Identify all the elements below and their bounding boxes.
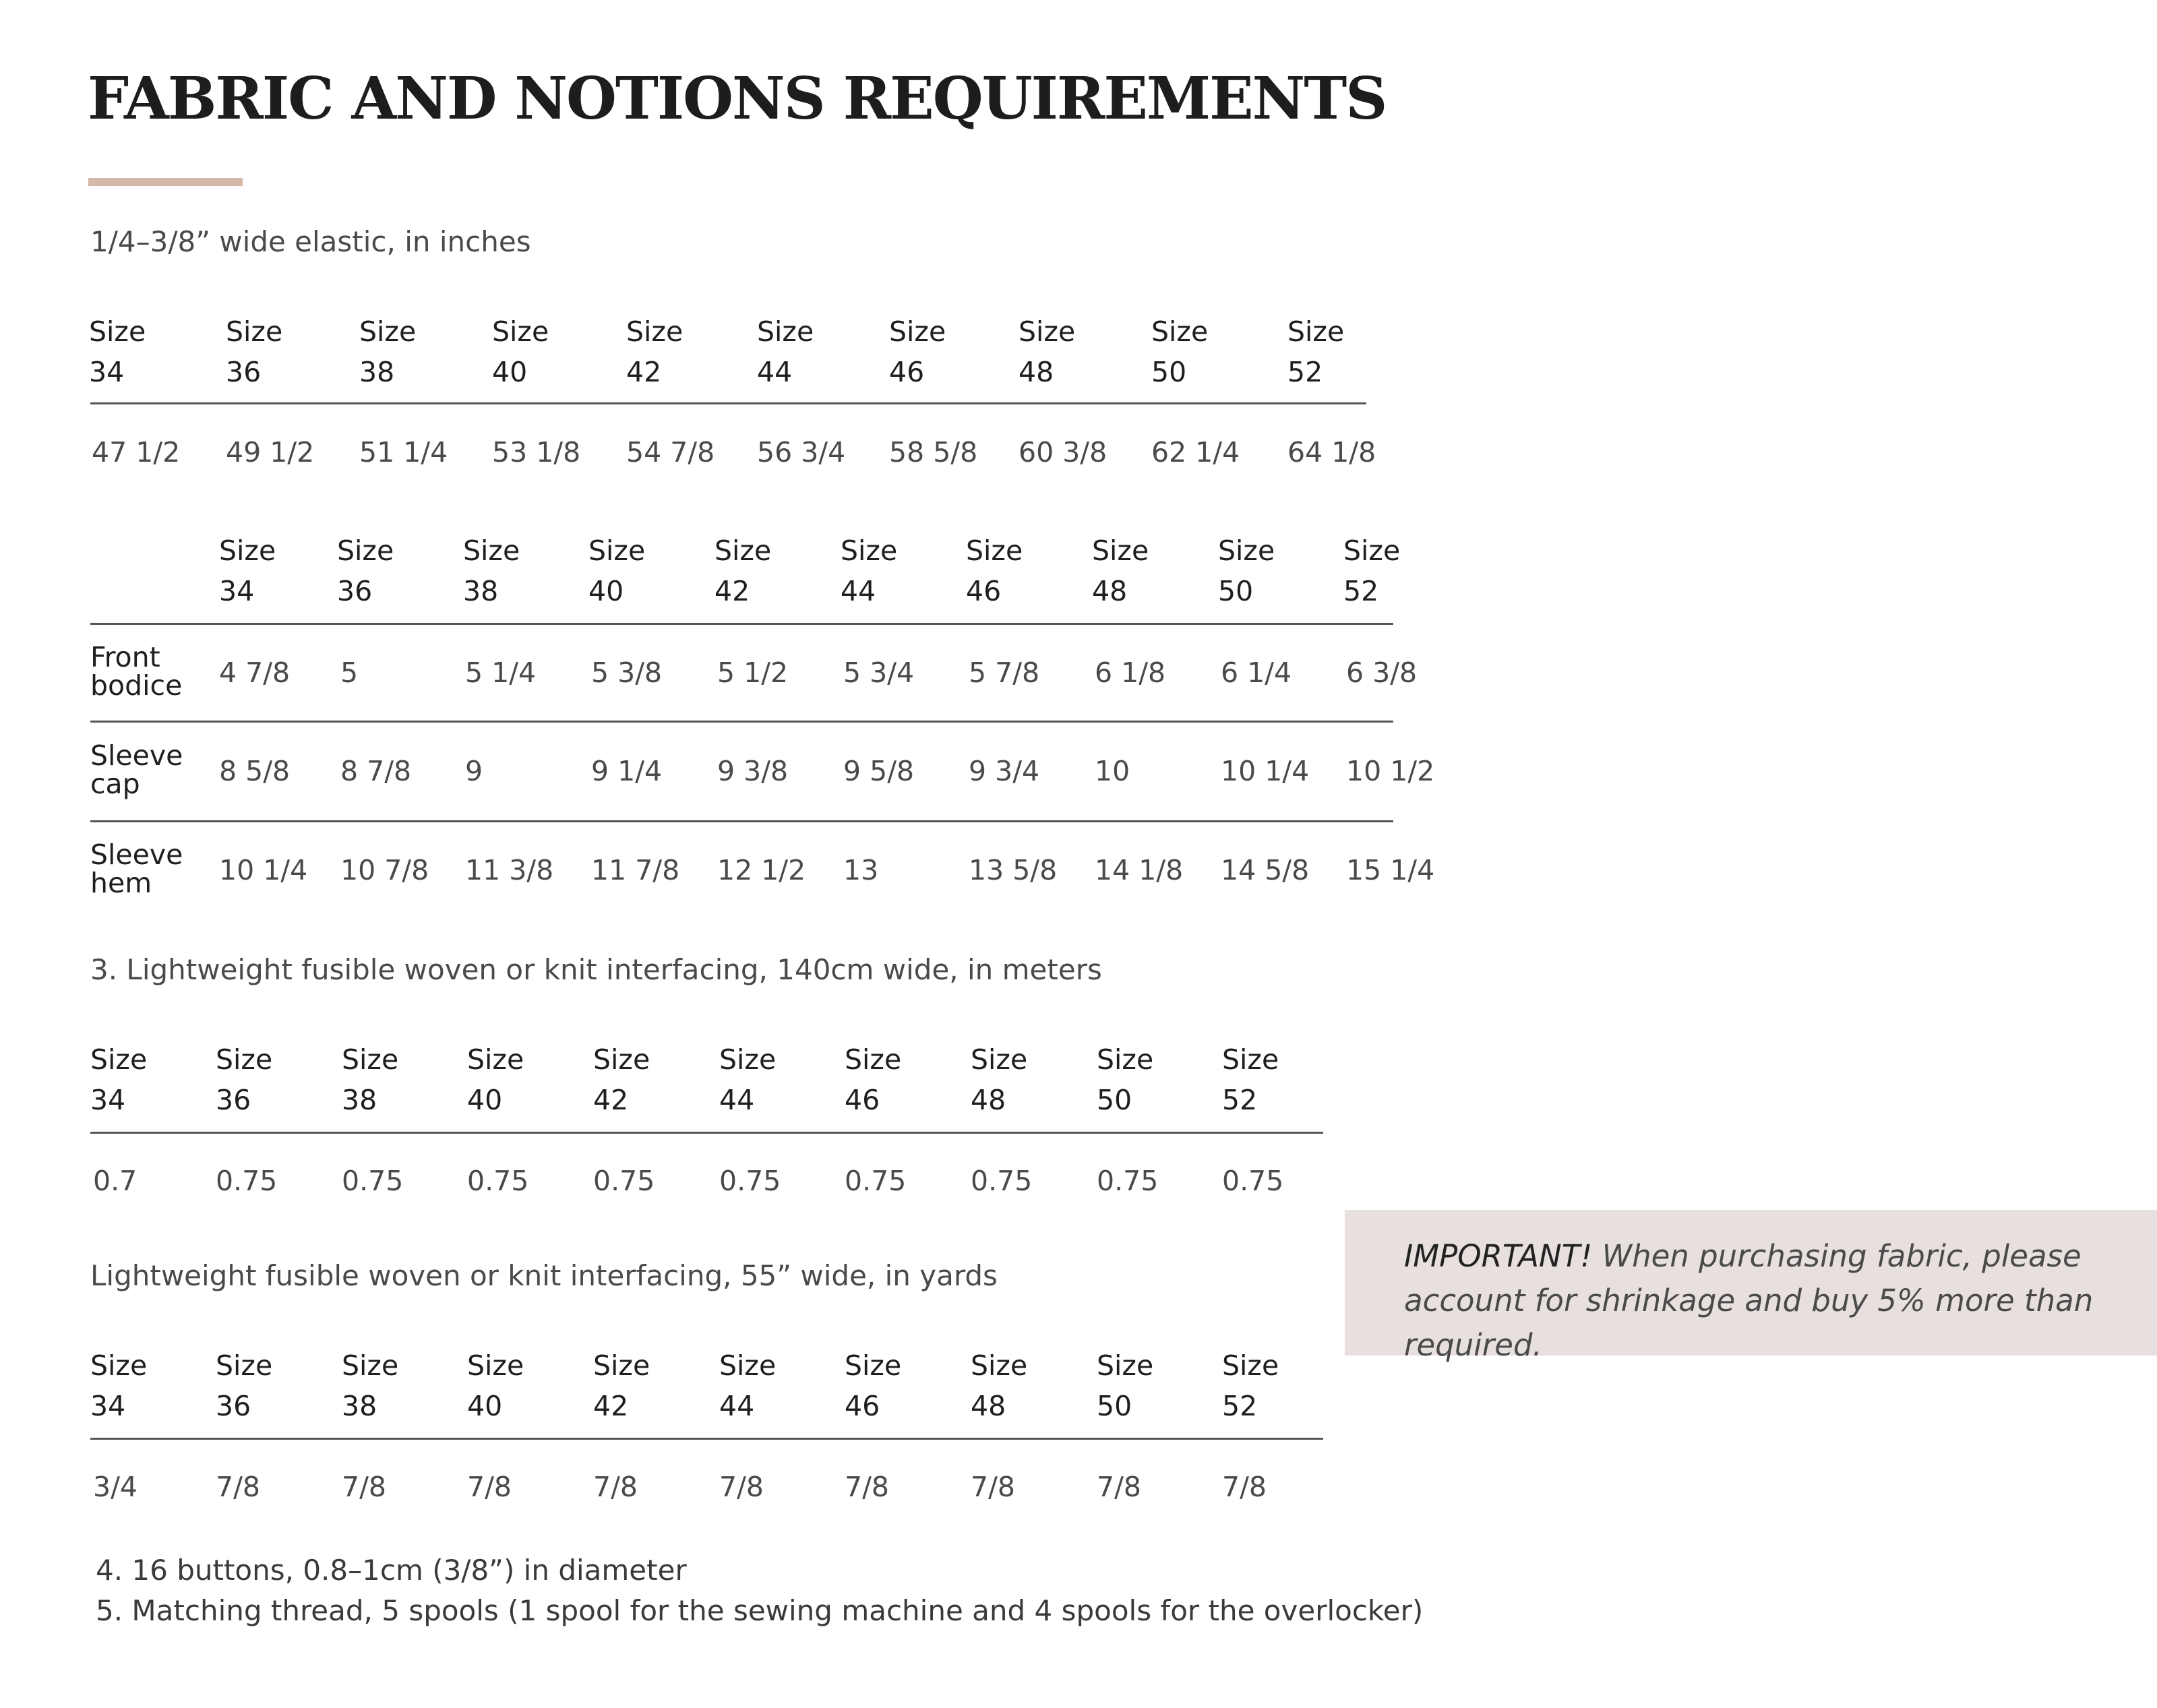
table-cell: 8 5/8 [219, 755, 291, 787]
size-header-number: 36 [337, 575, 373, 607]
size-header-label: Size [90, 1349, 148, 1382]
size-header-label: Size [1218, 535, 1275, 567]
size-header-number: 42 [593, 1084, 629, 1116]
table-cell: 9 3/4 [969, 755, 1040, 787]
size-header-label: Size [845, 1349, 902, 1382]
size-header-number: 46 [966, 575, 1002, 607]
size-header-label: Size [593, 1349, 650, 1382]
size-header-number: 40 [588, 575, 624, 607]
table-cell: 53 1/8 [492, 436, 581, 468]
size-header-label: Size [1097, 1349, 1154, 1382]
table-cell: 51 1/4 [359, 436, 448, 468]
header-divider [90, 623, 1393, 625]
table-cell: 56 3/4 [757, 436, 846, 468]
table-cell: 7/8 [1097, 1471, 1141, 1503]
size-header-number: 36 [226, 356, 262, 388]
table-cell: 7/8 [845, 1471, 889, 1503]
table-cell: 0.75 [1222, 1165, 1284, 1197]
page-title: FABRIC AND NOTIONS REQUIREMENTS [88, 65, 1387, 133]
table-cell: 13 [843, 854, 879, 886]
row-label-line: bodice [90, 669, 183, 702]
size-header-number: 50 [1097, 1084, 1132, 1116]
table-cell: 9 3/8 [717, 755, 789, 787]
size-header-number: 44 [841, 575, 876, 607]
table-cell: 6 1/8 [1095, 657, 1166, 689]
elastic-caption: 1/4–3/8” wide elastic, in inches [90, 225, 531, 258]
table-cell: 9 1/4 [591, 755, 663, 787]
size-header-label: Size [966, 535, 1023, 567]
size-header-label: Size [1097, 1043, 1154, 1076]
table-cell: 12 1/2 [717, 854, 806, 886]
table-cell: 10 [1095, 755, 1130, 787]
important-text: When purchasing fabric, please account for shrinkage and buy 5% more than required. [1404, 1238, 2094, 1363]
size-header-label: Size [359, 315, 417, 348]
size-header-number: 46 [845, 1390, 880, 1422]
size-header-number: 34 [90, 1084, 126, 1116]
header-divider [90, 1438, 1323, 1440]
table-cell: 15 1/4 [1346, 854, 1435, 886]
table-cell: 64 1/8 [1287, 436, 1376, 468]
table-cell: 10 1/2 [1346, 755, 1435, 787]
size-header-label: Size [1343, 535, 1401, 567]
table-cell: 7/8 [216, 1471, 260, 1503]
size-header-label: Size [841, 535, 898, 567]
table-cell: 11 7/8 [591, 854, 680, 886]
size-header-label: Size [342, 1349, 399, 1382]
table-cell: 7/8 [1222, 1471, 1267, 1503]
table-cell: 10 1/4 [219, 854, 308, 886]
table-cell: 9 [465, 755, 483, 787]
size-header-label: Size [715, 535, 772, 567]
size-header-number: 48 [1092, 575, 1128, 607]
table-cell: 60 3/8 [1019, 436, 1107, 468]
table-cell: 58 5/8 [889, 436, 978, 468]
table-cell: 0.75 [216, 1165, 278, 1197]
table-cell: 14 5/8 [1221, 854, 1310, 886]
table-cell: 5 3/4 [843, 657, 915, 689]
size-header-label: Size [845, 1043, 902, 1076]
size-header-label: Size [1019, 315, 1076, 348]
table-cell: 5 1/4 [465, 657, 537, 689]
table-cell: 10 1/4 [1221, 755, 1310, 787]
size-header-label: Size [337, 535, 394, 567]
size-header-label: Size [593, 1043, 650, 1076]
size-header-number: 50 [1097, 1390, 1132, 1422]
size-header-number: 50 [1151, 356, 1187, 388]
table-cell: 9 5/8 [843, 755, 915, 787]
size-header-number: 38 [359, 356, 395, 388]
important-label: IMPORTANT! [1404, 1238, 1593, 1274]
table-cell: 13 5/8 [969, 854, 1058, 886]
table-cell: 49 1/2 [226, 436, 315, 468]
size-header-number: 44 [719, 1084, 755, 1116]
table-cell: 5 3/8 [591, 657, 663, 689]
table-cell: 7/8 [467, 1471, 512, 1503]
row-label [90, 741, 183, 798]
interfacing-m-caption: 3. Lightweight fusible woven or knit interfacing, 140cm wide, in meters [90, 953, 1102, 986]
size-header-number: 34 [90, 1390, 126, 1422]
table-cell: 0.75 [971, 1165, 1033, 1197]
size-header-label: Size [889, 315, 946, 348]
size-header-label: Size [626, 315, 683, 348]
size-header-label: Size [1287, 315, 1345, 348]
row-label-line: cap [90, 768, 140, 800]
size-header-label: Size [971, 1349, 1028, 1382]
size-header-label: Size [467, 1349, 524, 1382]
size-header-number: 40 [467, 1390, 503, 1422]
size-header-number: 42 [715, 575, 750, 607]
size-header-label: Size [90, 1043, 148, 1076]
row-label-line: Sleeve [90, 838, 183, 871]
table-cell: 0.75 [1097, 1165, 1159, 1197]
table-cell: 5 7/8 [969, 657, 1040, 689]
size-header-number: 44 [719, 1390, 755, 1422]
table-cell: 3/4 [93, 1471, 138, 1503]
size-header-number: 42 [593, 1390, 629, 1422]
table-cell: 5 [340, 657, 359, 689]
size-header-label: Size [1222, 1349, 1279, 1382]
row-label-line: hem [90, 867, 152, 899]
size-header-label: Size [216, 1349, 273, 1382]
size-header-label: Size [216, 1043, 273, 1076]
table-cell: 6 1/4 [1221, 657, 1292, 689]
table-cell: 0.75 [845, 1165, 907, 1197]
size-header-number: 50 [1218, 575, 1254, 607]
size-header-number: 34 [89, 356, 125, 388]
size-header-label: Size [757, 315, 814, 348]
table-cell: 0.75 [342, 1165, 404, 1197]
size-header-number: 44 [757, 356, 793, 388]
size-header-label: Size [342, 1043, 399, 1076]
table-cell: 0.7 [93, 1165, 138, 1197]
note-thread: 5. Matching thread, 5 spools (1 spool for the sewing machine and 4 spools for the overlocker) [96, 1594, 1424, 1627]
size-header-label: Size [226, 315, 283, 348]
size-header-number: 48 [971, 1084, 1006, 1116]
size-header-number: 38 [342, 1390, 377, 1422]
size-header-label: Size [719, 1043, 777, 1076]
size-header-label: Size [971, 1043, 1028, 1076]
table-cell: 0.75 [467, 1165, 529, 1197]
size-header-number: 52 [1222, 1084, 1258, 1116]
size-header-label: Size [467, 1043, 524, 1076]
size-header-number: 48 [971, 1390, 1006, 1422]
interfacing-yd-caption: Lightweight fusible woven or knit interfacing, 55” wide, in yards [90, 1259, 998, 1292]
size-header-number: 52 [1343, 575, 1379, 607]
title-accent-bar [88, 178, 243, 186]
note-buttons: 4. 16 buttons, 0.8–1cm (3/8”) in diameter [96, 1554, 687, 1587]
table-cell: 7/8 [719, 1471, 764, 1503]
size-header-label: Size [588, 535, 646, 567]
table-cell: 54 7/8 [626, 436, 715, 468]
table-cell: 0.75 [593, 1165, 655, 1197]
size-header-number: 38 [463, 575, 499, 607]
size-header-label: Size [492, 315, 549, 348]
table-cell: 14 1/8 [1095, 854, 1184, 886]
size-header-label: Size [1222, 1043, 1279, 1076]
size-header-number: 46 [845, 1084, 880, 1116]
table-cell: 7/8 [593, 1471, 638, 1503]
size-header-number: 36 [216, 1390, 251, 1422]
table-cell: 6 3/8 [1346, 657, 1418, 689]
table-cell: 4 7/8 [219, 657, 291, 689]
size-header-number: 36 [216, 1084, 251, 1116]
size-header-number: 52 [1222, 1390, 1258, 1422]
table-cell: 7/8 [971, 1471, 1015, 1503]
size-header-label: Size [1092, 535, 1149, 567]
notes-list [96, 1550, 1423, 1631]
size-header-number: 40 [492, 356, 528, 388]
size-header-label: Size [463, 535, 520, 567]
size-header-number: 38 [342, 1084, 377, 1116]
row-divider [90, 721, 1393, 723]
table-cell: 7/8 [342, 1471, 386, 1503]
size-header-label: Size [719, 1349, 777, 1382]
table-cell: 47 1/2 [92, 436, 181, 468]
table-cell: 62 1/4 [1151, 436, 1240, 468]
table-cell: 11 3/8 [465, 854, 554, 886]
size-header-label: Size [1151, 315, 1209, 348]
size-header-label: Size [219, 535, 276, 567]
size-header-number: 42 [626, 356, 662, 388]
size-header-number: 48 [1019, 356, 1054, 388]
row-label-line: Front [90, 641, 160, 673]
row-label [90, 838, 183, 899]
row-label [90, 643, 182, 700]
table-cell: 8 7/8 [340, 755, 412, 787]
row-divider [90, 820, 1393, 822]
size-header-number: 40 [467, 1084, 503, 1116]
size-header-number: 46 [889, 356, 925, 388]
important-note [1345, 1210, 2157, 1363]
size-header-number: 34 [219, 575, 255, 607]
size-header-number: 52 [1287, 356, 1323, 388]
table-cell: 0.75 [719, 1165, 781, 1197]
header-divider [90, 1132, 1323, 1134]
table-cell: 5 1/2 [717, 657, 789, 689]
table-cell: 10 7/8 [340, 854, 429, 886]
row-label-line: Sleeve [90, 739, 183, 772]
size-header-label: Size [89, 315, 146, 348]
header-divider [90, 402, 1366, 404]
